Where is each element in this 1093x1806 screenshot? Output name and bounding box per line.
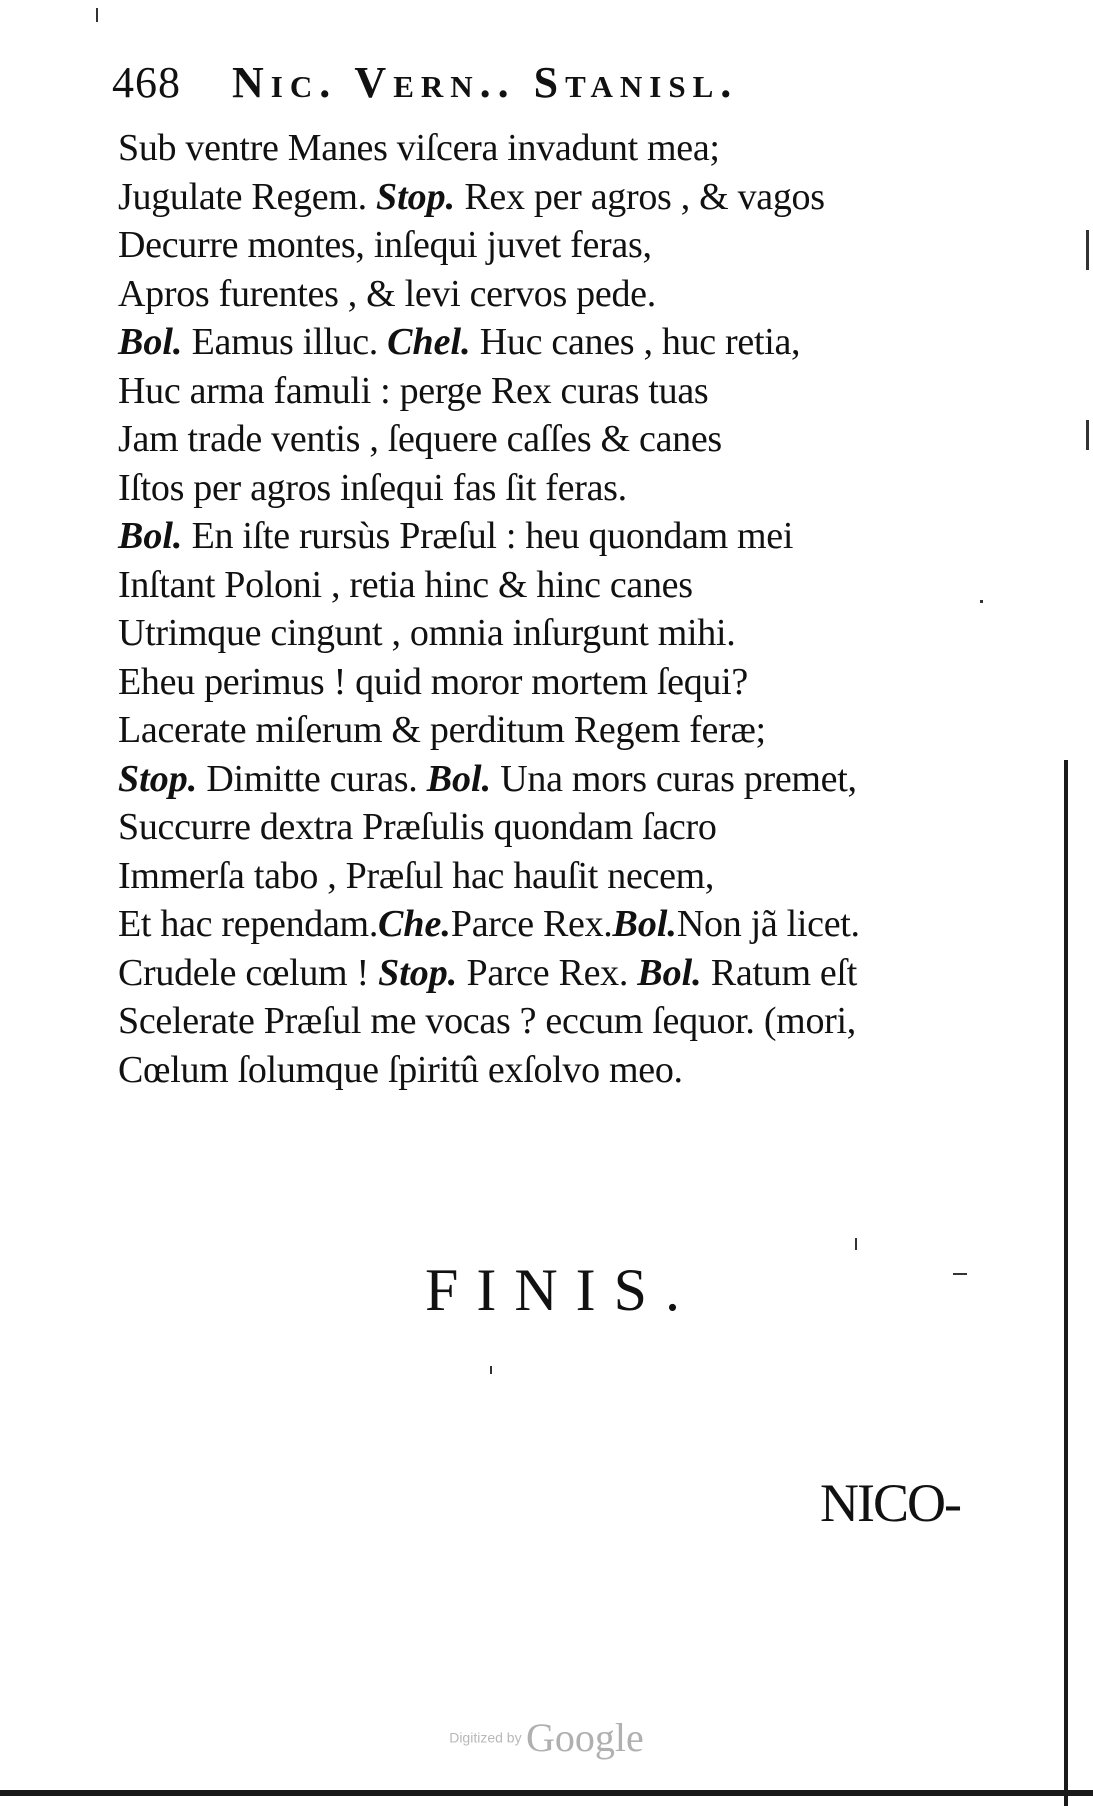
ink-speck bbox=[953, 1273, 967, 1275]
ink-speck bbox=[1086, 230, 1089, 270]
verse-text: Huc arma famuli : perge Rex curas tuas bbox=[118, 369, 709, 412]
ink-speck bbox=[1086, 420, 1089, 450]
speaker-name: Chel. bbox=[387, 321, 471, 363]
verse-line bbox=[118, 173, 1048, 222]
verse-text: En iſte rursùs Præſul : heu quondam mei bbox=[182, 515, 794, 557]
verse-text: Cœlum ſolumque ſpiritû exſolvo meo. bbox=[118, 1048, 683, 1091]
verse-text: Jugulate Regem. bbox=[118, 175, 376, 218]
verse-text: Dimitte curas. bbox=[197, 757, 427, 800]
verse-text: Jam trade ventis , ſequere caſſes & canes bbox=[118, 418, 722, 460]
ink-speck bbox=[855, 1238, 857, 1250]
verse-line bbox=[118, 706, 1048, 755]
verse-text: Decurre montes, inſequi juvet feras, bbox=[118, 224, 652, 266]
ink-speck bbox=[96, 8, 98, 22]
verse-line bbox=[118, 852, 1048, 901]
verse-block bbox=[118, 124, 1048, 1094]
speaker-name: Stop. bbox=[375, 175, 456, 218]
page-edge-bottom bbox=[0, 1790, 1093, 1796]
verse-line bbox=[118, 900, 1048, 949]
watermark-brand: Google bbox=[526, 1715, 644, 1760]
verse-text: Rex per agros , & vagos bbox=[455, 175, 825, 218]
verse-text: Scelerate Præſul me vocas ? eccum ſequor. (mori, bbox=[118, 1000, 856, 1042]
verse-text: Et hac rependam. bbox=[118, 903, 379, 945]
ink-speck bbox=[980, 600, 983, 603]
verse-line bbox=[118, 755, 1048, 804]
verse-line bbox=[118, 367, 1048, 416]
verse-line bbox=[118, 318, 1048, 367]
verse-line bbox=[118, 1046, 1048, 1095]
speaker-name: Stop. bbox=[118, 757, 198, 800]
speaker-name: Bol. bbox=[118, 321, 183, 363]
verse-text: Succurre dextra Præſulis quondam ſacro bbox=[118, 806, 717, 848]
verse-text: Immerſa tabo , Præſul hac hauſit necem, bbox=[118, 854, 715, 897]
speaker-name: Che. bbox=[378, 903, 451, 945]
speaker-name: Bol. bbox=[637, 951, 702, 994]
verse-line bbox=[118, 561, 1048, 610]
running-title: Nic. Vern.. Stanisl. bbox=[232, 58, 739, 107]
verse-text: Parce Rex. bbox=[450, 903, 613, 945]
verse-text: Ratum eſt bbox=[701, 951, 857, 994]
verse-text: Non jã licet. bbox=[676, 903, 860, 945]
verse-text: Inſtant Poloni , retia hinc & hinc canes bbox=[118, 563, 693, 606]
page-number: 468 bbox=[112, 58, 181, 107]
verse-line bbox=[118, 658, 1048, 707]
verse-line bbox=[118, 609, 1048, 658]
verse-text: Sub ventre Manes viſcera invadunt mea; bbox=[118, 127, 720, 169]
verse-text: Crudele cœlum ! bbox=[118, 951, 379, 994]
verse-text: Apros furentes , & levi cervos pede. bbox=[118, 272, 656, 315]
verse-line bbox=[118, 270, 1048, 319]
verse-text: Lacerate miſerum & perditum Regem feræ; bbox=[118, 709, 766, 751]
verse-text: Huc canes , huc retia, bbox=[470, 321, 801, 363]
verse-text: Eamus illuc. bbox=[182, 321, 388, 363]
verse-text: Eheu perimus ! quid moror mortem ſequi? bbox=[118, 660, 748, 703]
verse-line bbox=[118, 512, 1048, 561]
verse-line bbox=[118, 803, 1048, 852]
verse-text: Iſtos per agros inſequi fas ſit feras. bbox=[118, 466, 627, 509]
speaker-name: Bol. bbox=[426, 757, 492, 800]
watermark-prefix: Digitized by bbox=[449, 1729, 522, 1746]
digitization-watermark bbox=[0, 1714, 1093, 1761]
verse-line bbox=[118, 949, 1048, 998]
page-edge-right bbox=[1064, 760, 1068, 1806]
speaker-name: Stop. bbox=[378, 951, 458, 994]
verse-line bbox=[118, 464, 1048, 513]
speaker-name: Bol. bbox=[612, 903, 677, 945]
verse-line bbox=[118, 997, 1048, 1046]
verse-line bbox=[118, 415, 1048, 464]
verse-text: Parce Rex. bbox=[457, 951, 638, 994]
catchword: NICO- bbox=[820, 1473, 960, 1533]
finis-heading: FINIS. bbox=[424, 1257, 699, 1323]
verse-line bbox=[118, 124, 1048, 173]
verse-text: Utrimque cingunt , omnia inſurgunt mihi. bbox=[118, 612, 736, 654]
verse-text: Una mors curas premet, bbox=[491, 757, 857, 800]
verse-line bbox=[118, 221, 1048, 270]
running-head bbox=[112, 58, 1012, 108]
ink-speck bbox=[490, 1366, 492, 1374]
speaker-name: Bol. bbox=[118, 515, 183, 557]
